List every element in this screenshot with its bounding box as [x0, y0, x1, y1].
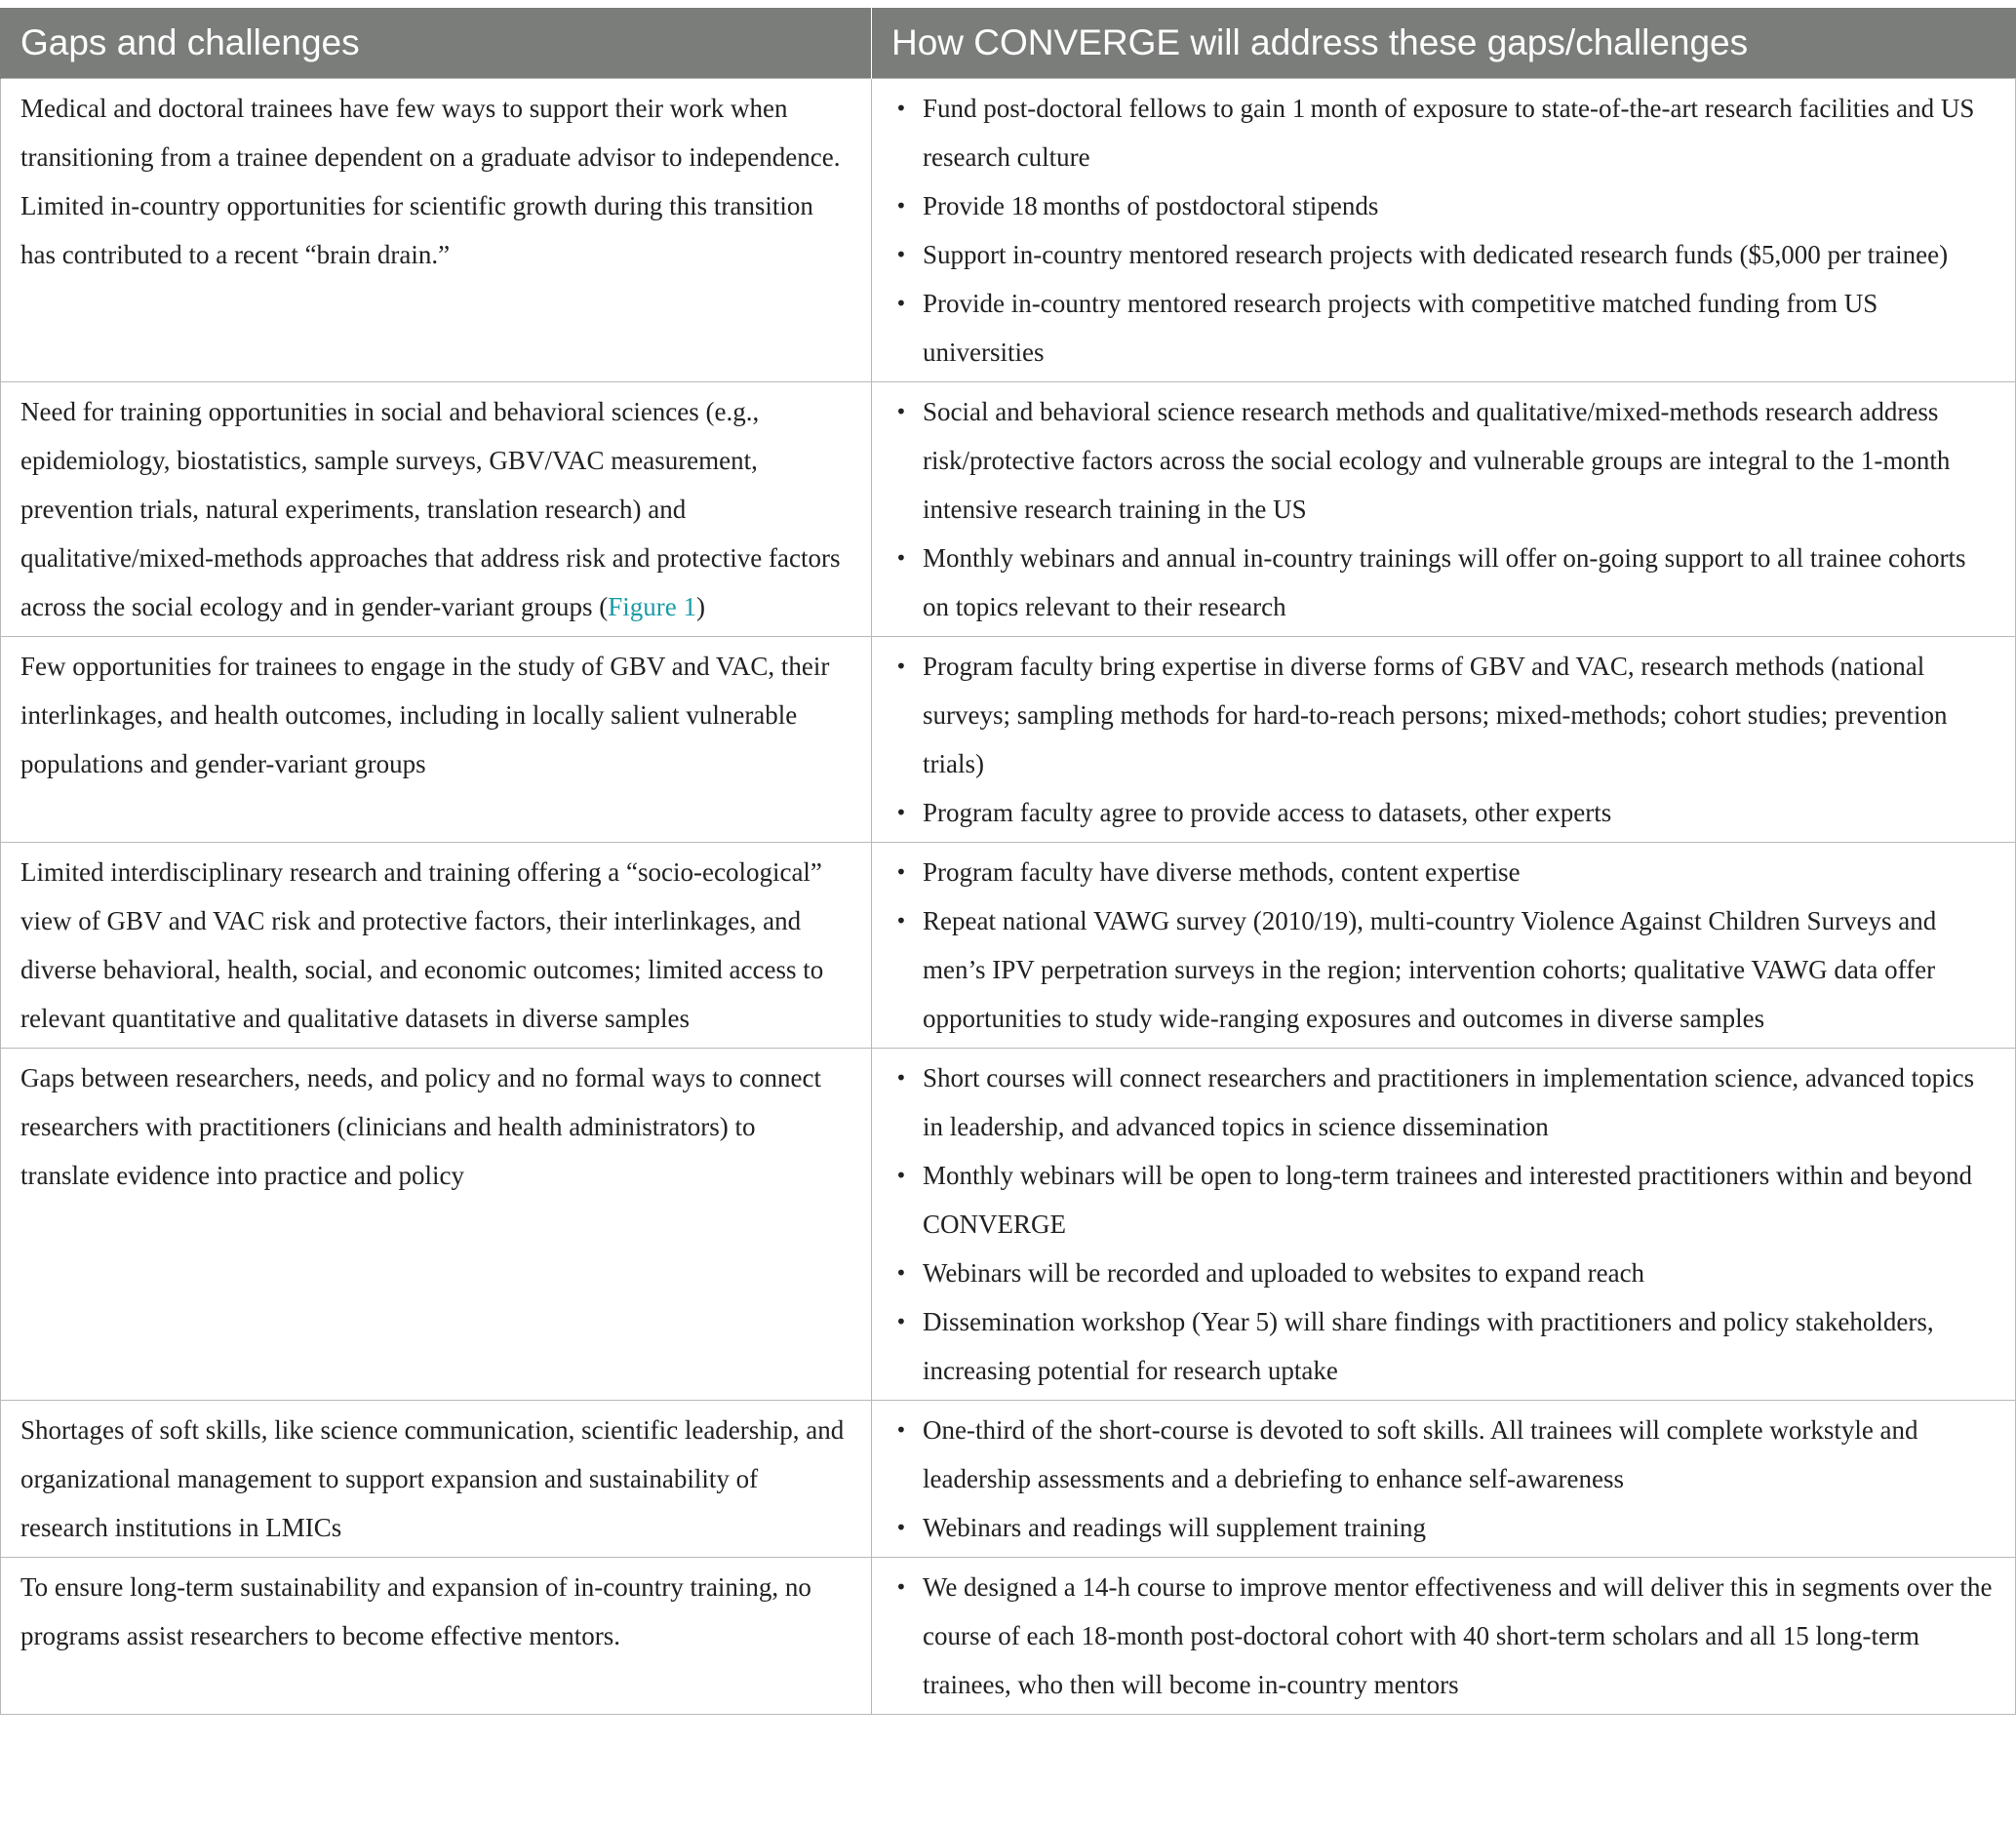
action-text: We designed a 14-h course to improve mentor effectiveness and will deliver this in segments over the course of each 18-month post-doctoral cohort with 40 short-term scholars and all 15 long-term trainees, who then will become in-country mentors — [923, 1572, 1993, 1699]
list-item — [891, 387, 1996, 534]
list-item — [891, 1563, 1996, 1709]
gap-cell — [1, 1558, 872, 1715]
actions-list — [891, 1053, 1996, 1395]
actions-cell — [872, 843, 2016, 1049]
actions-cell — [872, 1558, 2016, 1715]
table-row — [1, 637, 2016, 843]
list-item — [891, 642, 1996, 788]
actions-list — [891, 848, 1996, 1043]
action-text: Support in-country mentored research projects with dedicated research funds ($5,000 per trainee) — [923, 240, 1949, 269]
action-text: Monthly webinars and annual in-country trainings will offer on-going support to all trainee cohorts on topics relevant to their research — [923, 543, 1966, 621]
action-text: Short courses will connect researchers and practitioners in implementation science, advanced topics in leadership, and advanced topics in science dissemination — [923, 1063, 1975, 1141]
gap-cell — [1, 382, 872, 637]
bullet-icon: • — [895, 194, 907, 218]
gaps-table — [0, 8, 2016, 1715]
gap-text: Gaps between researchers, needs, and policy and no formal ways to connect researchers with practitioners (clinicians and health administrators) to translate evidence into practice and policy — [20, 1063, 821, 1190]
actions-cell — [872, 1401, 2016, 1558]
table-row — [1, 1401, 2016, 1558]
list-item — [891, 1151, 1996, 1249]
bullet-icon: • — [895, 1066, 907, 1090]
bullet-icon: • — [895, 1164, 907, 1187]
bullet-icon: • — [895, 1261, 907, 1285]
bullet-icon: • — [895, 1418, 907, 1442]
gap-cell — [1, 637, 872, 843]
action-text: Fund post-doctoral fellows to gain 1 month of exposure to state-of-the-art research facilities and US research culture — [923, 94, 1975, 172]
actions-list — [891, 84, 1996, 377]
actions-cell — [872, 637, 2016, 843]
gap-cell — [1, 1401, 872, 1558]
gap-text: Medical and doctoral trainees have few ways to support their work when transitioning from a trainee dependent on a graduate advisor to independence. Limited in-country opportunities for scientific growth during this transition has contributed to a recent “brain drain.” — [20, 94, 841, 269]
list-item — [891, 848, 1996, 896]
gap-text: To ensure long-term sustainability and expansion of in-country training, no programs assist researchers to become effective mentors. — [20, 1572, 811, 1650]
table-body — [1, 79, 2016, 1715]
action-text: Social and behavioral science research methods and qualitative/mixed-methods research address risk/protective factors across the social ecology and vulnerable groups are integral to the 1-month intensive research training in the US — [923, 397, 1951, 524]
gap-cell — [1, 1049, 872, 1401]
list-item — [891, 279, 1996, 377]
list-item — [891, 1406, 1996, 1503]
header-row — [1, 8, 2016, 79]
action-text: Monthly webinars will be open to long-term trainees and interested practitioners within and beyond CONVERGE — [923, 1161, 1972, 1239]
action-text: Provide in-country mentored research projects with competitive matched funding from US universities — [923, 289, 1878, 367]
actions-list — [891, 387, 1996, 631]
action-text: Webinars will be recorded and uploaded to websites to expand reach — [923, 1258, 1645, 1288]
bullet-icon: • — [895, 292, 907, 315]
action-text: Program faculty agree to provide access to datasets, other experts — [923, 798, 1612, 827]
list-item — [891, 84, 1996, 181]
action-text: Repeat national VAWG survey (2010/19), multi-country Violence Against Children Surveys and men’s IPV perpetration surveys in the region; intervention cohorts; qualitative VAWG data offer opportunities to study wide-ranging exposures and outcomes in diverse samples — [923, 906, 1937, 1033]
gap-text: Need for training opportunities in social and behavioral sciences (e.g., epidemiology, biostatistics, sample surveys, GBV/VAC measurement, prevention trials, natural experiments, translation research) and qualitative/mixed-methods approaches that address risk and protective factors across the social ecology and in gender-variant groups ( — [20, 397, 841, 621]
gap-cell — [1, 843, 872, 1049]
gap-text-suffix: ) — [696, 592, 706, 621]
list-item — [891, 1297, 1996, 1395]
list-item — [891, 788, 1996, 837]
gap-text: Limited interdisciplinary research and training offering a “socio-ecological” view of GBV and VAC risk and protective factors, their interlinkages, and diverse behavioral, health, social, and economic outcomes; limited access to relevant quantitative and qualitative datasets in diverse samples — [20, 857, 824, 1033]
table-row — [1, 843, 2016, 1049]
table-row — [1, 79, 2016, 382]
table-header — [1, 8, 2016, 79]
column-header-gaps: Gaps and challenges — [1, 8, 872, 79]
bullet-icon: • — [895, 97, 907, 120]
actions-list — [891, 642, 1996, 837]
actions-cell — [872, 1049, 2016, 1401]
bullet-icon: • — [895, 243, 907, 266]
bullet-icon: • — [895, 400, 907, 423]
table-row — [1, 1558, 2016, 1715]
list-item — [891, 1249, 1996, 1297]
gap-cell — [1, 79, 872, 382]
action-text: Provide 18 months of postdoctoral stipends — [923, 191, 1379, 220]
action-text: Program faculty bring expertise in diverse forms of GBV and VAC, research methods (national surveys; sampling methods for hard-to-reach persons; mixed-methods; cohort studies; prevention trials) — [923, 652, 1948, 778]
bullet-icon: • — [895, 801, 907, 824]
figure-link[interactable]: Figure 1 — [608, 592, 697, 621]
action-text: One-third of the short-course is devoted to soft skills. All trainees will complete workstyle and leadership assessments and a debriefing to enhance self-awareness — [923, 1415, 1918, 1493]
list-item — [891, 1503, 1996, 1552]
list-item — [891, 230, 1996, 279]
list-item — [891, 181, 1996, 230]
action-text: Webinars and readings will supplement training — [923, 1513, 1426, 1542]
table-row — [1, 382, 2016, 637]
bullet-icon: • — [895, 860, 907, 884]
actions-list — [891, 1406, 1996, 1552]
bullet-icon: • — [895, 909, 907, 933]
column-header-actions: How CONVERGE will address these gaps/challenges — [872, 8, 2016, 79]
action-text: Dissemination workshop (Year 5) will share findings with practitioners and policy stakeholders, increasing potential for research uptake — [923, 1307, 1934, 1385]
table-container — [0, 8, 2016, 1715]
list-item — [891, 534, 1996, 631]
gap-text: Shortages of soft skills, like science communication, scientific leadership, and organizational management to support expansion and sustainability of research institutions in LMICs — [20, 1415, 845, 1542]
actions-list — [891, 1563, 1996, 1709]
actions-cell — [872, 382, 2016, 637]
gap-text: Few opportunities for trainees to engage in the study of GBV and VAC, their interlinkages, and health outcomes, including in locally salient vulnerable populations and gender-variant groups — [20, 652, 830, 778]
bullet-icon: • — [895, 1516, 907, 1539]
bullet-icon: • — [895, 546, 907, 570]
list-item — [891, 896, 1996, 1043]
list-item — [891, 1053, 1996, 1151]
bullet-icon: • — [895, 1575, 907, 1599]
bullet-icon: • — [895, 655, 907, 678]
action-text: Program faculty have diverse methods, content expertise — [923, 857, 1521, 887]
actions-cell — [872, 79, 2016, 382]
bullet-icon: • — [895, 1310, 907, 1333]
table-row — [1, 1049, 2016, 1401]
